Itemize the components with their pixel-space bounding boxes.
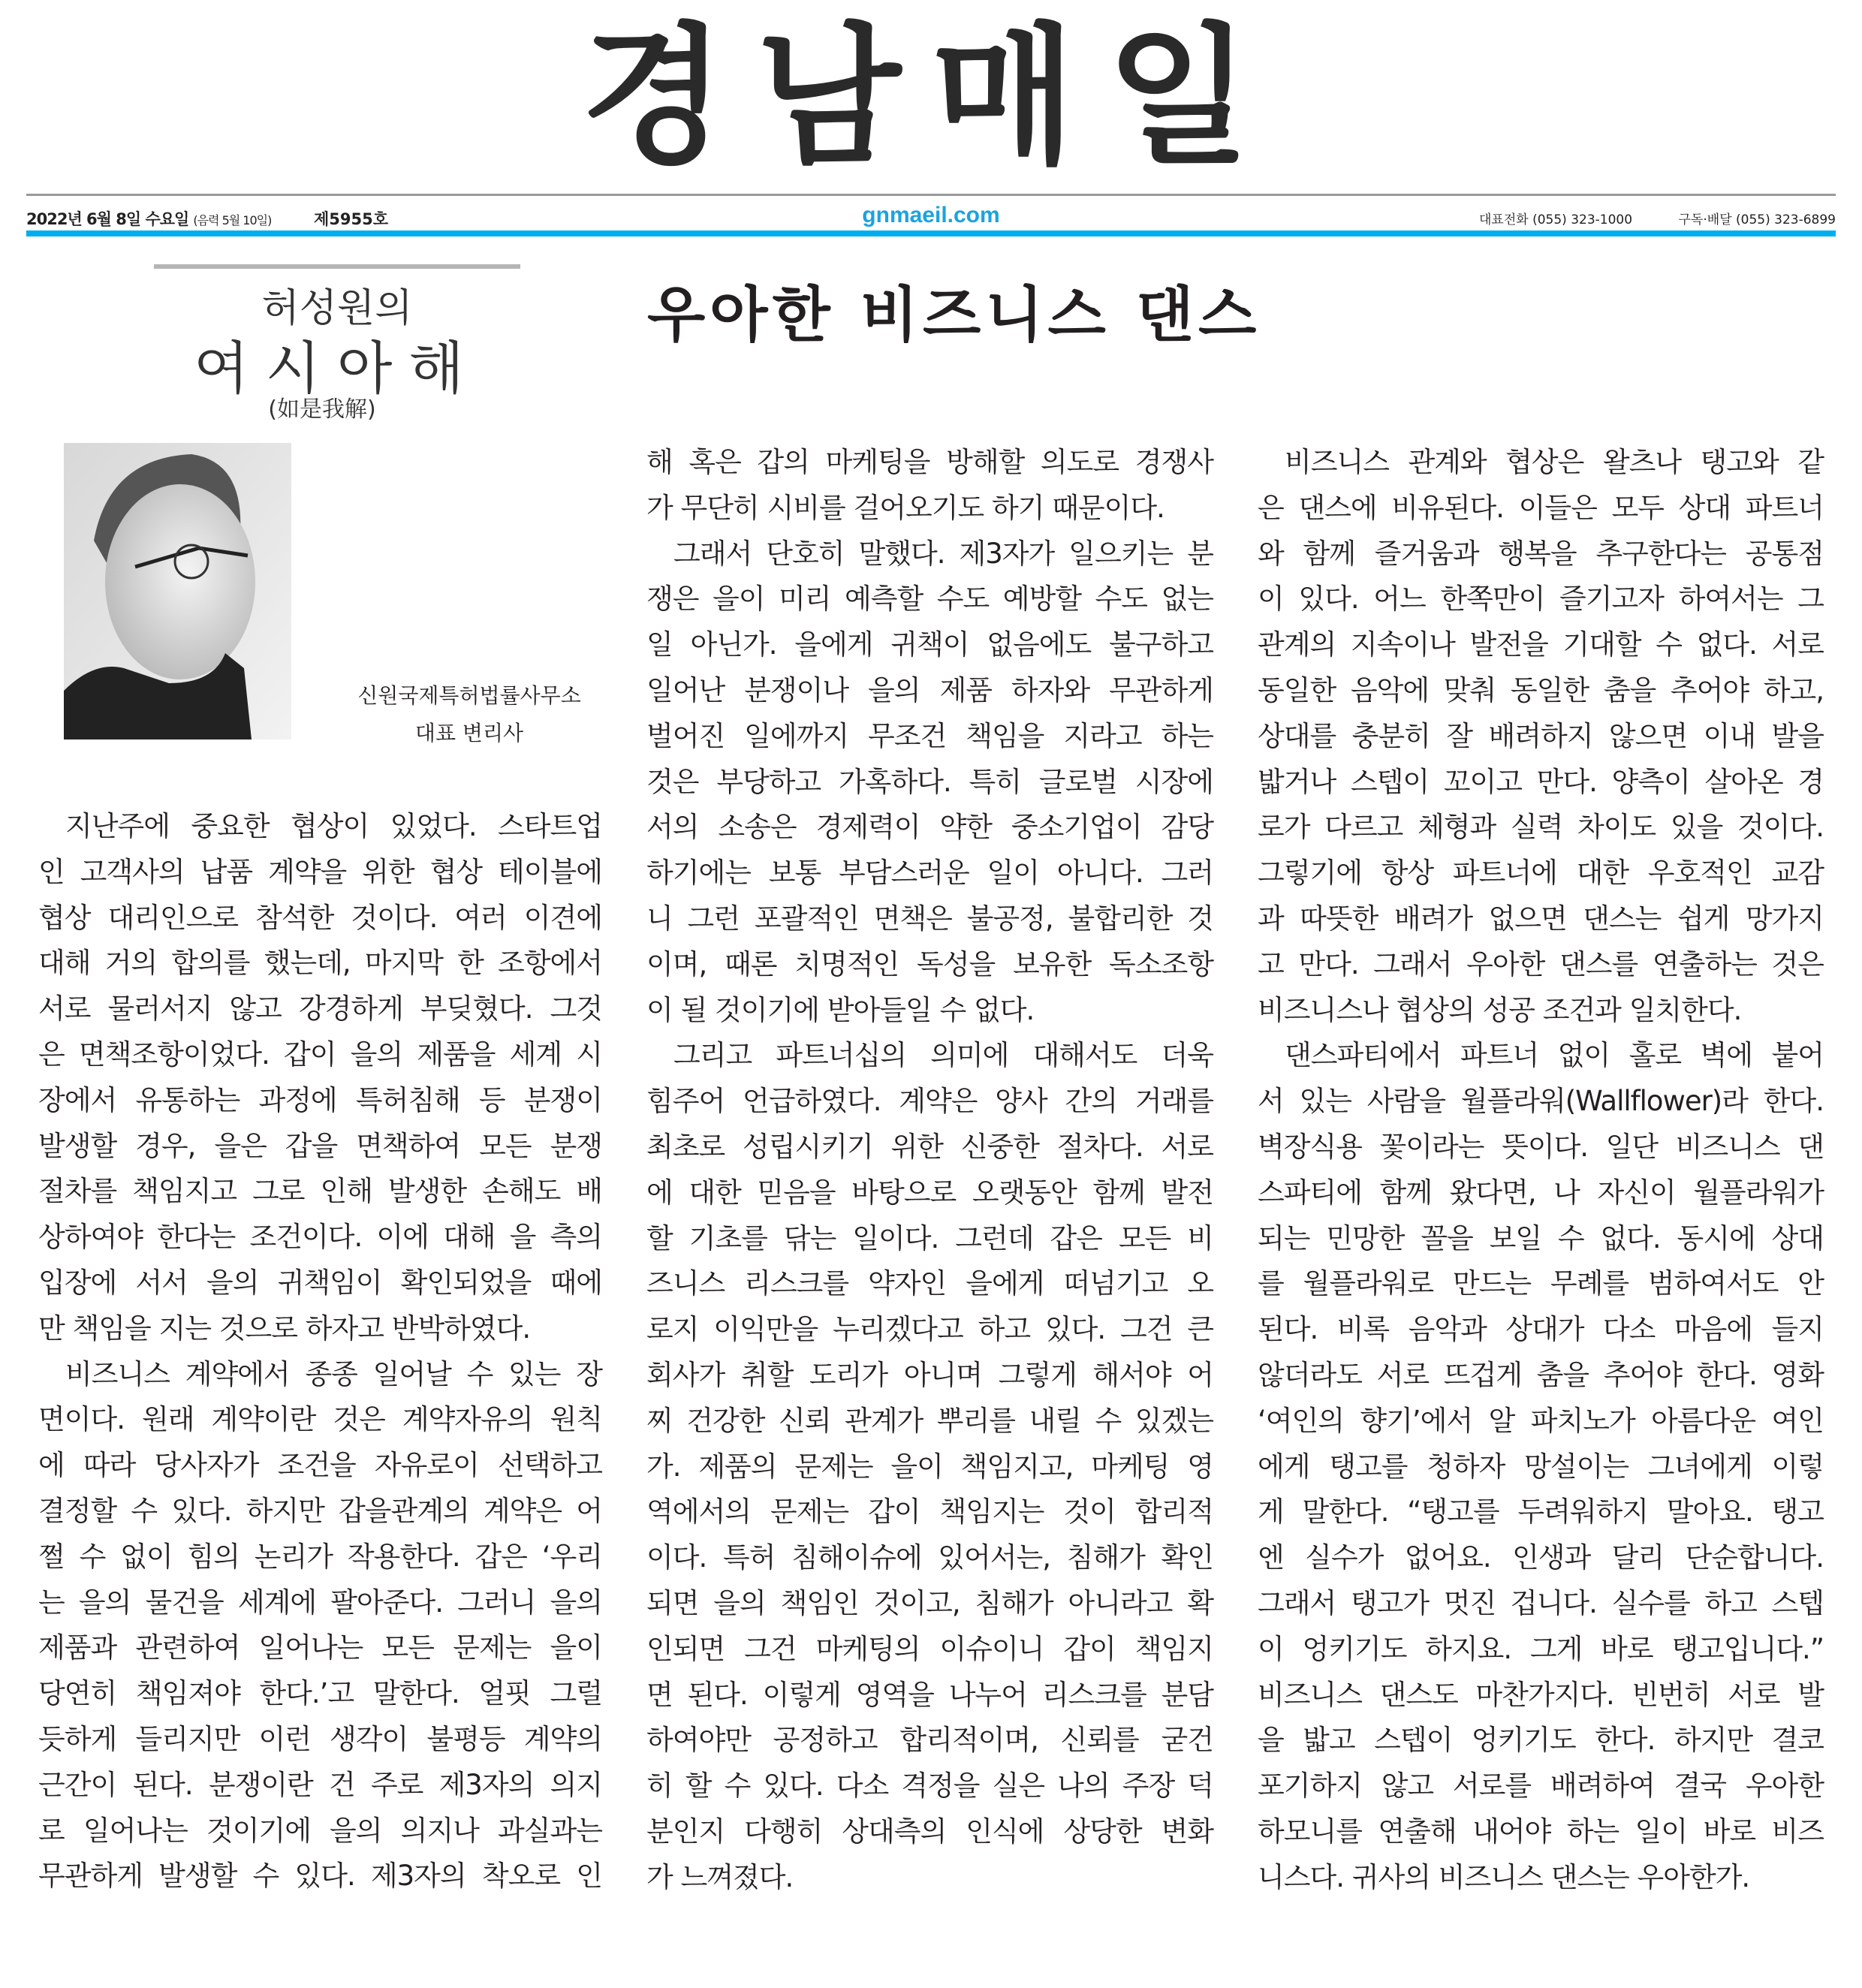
- article-text-line: 대해 거의 합의를 했는데, 마지막 한 조항에서: [38, 947, 602, 980]
- article-text-line: 그리고 파트너십의 의미에 대해서도 더욱: [673, 1039, 1213, 1072]
- article-text-line: 상하여야 한다는 조건이다. 이에 대해 을 측의: [38, 1221, 602, 1254]
- article-text-line: 이 있다. 어느 한쪽만이 즐기고자 하여서는 그: [1258, 583, 1824, 616]
- lunar-date: (음력 5월 10일): [193, 213, 272, 227]
- article-column-2: [646, 440, 1213, 1901]
- article-text-line: 쩔 수 없이 힘의 논리가 작용한다. 갑은 ‘우리: [38, 1540, 602, 1573]
- article-text-line: 협상 대리인으로 참석한 것이다. 여러 이견에: [38, 901, 602, 934]
- article-text-line: 된다. 비록 음악과 상대가 다소 마음에 들지: [1258, 1313, 1824, 1346]
- article-text-line: 에 대한 믿음을 바탕으로 오랫동안 함께 발전: [646, 1176, 1213, 1209]
- article-text-line: 하모니를 연출해 내어야 하는 일이 바로 비즈: [1258, 1815, 1824, 1848]
- newspaper-logo: 경남매일: [580, 10, 1282, 185]
- article-text-line: 듯하게 들리지만 이런 생각이 불평등 계약의: [38, 1722, 602, 1755]
- article-text-line: 것은 부당하고 가혹하다. 특히 글로벌 시장에: [646, 765, 1213, 798]
- article-text-line: 할 기초를 닦는 일이다. 그런데 갑은 모든 비: [646, 1221, 1213, 1255]
- article-text-line: 이 엉키기도 하지요. 그게 바로 탱고입니다.”: [1258, 1632, 1824, 1665]
- article-text-line: 스파티에 함께 왔다면, 나 자신이 월플라워가: [1258, 1176, 1824, 1209]
- article-text-line: 히 할 수 있다. 다소 격정을 실은 나의 주장 덕: [646, 1770, 1213, 1803]
- article-text-line: 서로 물러서지 않고 강경하게 부딪혔다. 그것: [38, 992, 602, 1026]
- article-text-line: 발생할 경우, 을은 갑을 면책하여 모든 분쟁: [38, 1129, 602, 1162]
- article-text-line: 절차를 책임지고 그로 인해 발생한 손해도 배: [38, 1175, 602, 1208]
- article-text-line: 그래서 단호히 말했다. 제3자가 일으키는 분: [673, 537, 1213, 570]
- article-text-line: 최초로 성립시키기 위한 신중한 절차다. 서로: [646, 1130, 1213, 1163]
- article-text-line: 니스다. 귀사의 비즈니스 댄스는 우아한가.: [1258, 1860, 1750, 1893]
- masthead-divider: [26, 194, 1836, 196]
- article-text-line: 근간이 된다. 분쟁이란 건 주로 제3자의 의지: [38, 1768, 602, 1801]
- article-text-line: 회사가 취할 도리가 아니며 그렇게 해서야 어: [646, 1358, 1213, 1391]
- article-text-line: 입장에 서서 을의 귀책임이 확인되었을 때에: [38, 1266, 602, 1299]
- article-text-line: 면이다. 원래 계약이란 것은 계약자유의 원칙: [38, 1403, 602, 1436]
- article-text-line: 은 면책조항이었다. 갑이 을의 제품을 세계 시: [38, 1038, 602, 1071]
- article-text-line: 가. 제품의 문제는 을이 책임지고, 마케팅 영: [646, 1450, 1213, 1483]
- article-text-line: 상대를 충분히 잘 배려하지 않으면 이내 발을: [1258, 719, 1824, 752]
- article-text-line: 엔 실수가 없어요. 인생과 달리 단순합니다.: [1258, 1541, 1824, 1574]
- article-text-line: 지난주에 중요한 협상이 있었다. 스타트업: [65, 810, 602, 842]
- author-portrait-image: [64, 443, 291, 739]
- article-text-line: 이며, 때론 치명적인 독성을 보유한 독소조항: [646, 947, 1213, 980]
- article-text-line: 벌어진 일에까지 무조건 책임을 지라고 하는: [646, 719, 1213, 752]
- article-text-line: 그래서 탱고가 멋진 겁니다. 실수를 하고 스텝: [1258, 1586, 1824, 1619]
- masthead-info-bar: [26, 203, 1836, 230]
- article-text-line: 게 말한다. “탱고를 두려워하지 말아요. 탱고: [1258, 1496, 1824, 1529]
- article-text-line: 힘주어 언급하였다. 계약은 양사 간의 거래를: [646, 1085, 1213, 1118]
- article-text-line: 인되면 그건 마케팅의 이슈이니 갑이 책임지: [646, 1632, 1213, 1665]
- article-text-line: 를 월플라워로 만드는 무례를 범하여서도 안: [1258, 1267, 1824, 1300]
- article-text-line: 비즈니스 관계와 협상은 왈츠나 탱고와 같: [1285, 446, 1824, 478]
- delivery-phone: 구독·배달 (055) 323-6899: [1678, 212, 1836, 227]
- article-text-line: 무관하게 발생할 수 있다. 제3자의 착오로 인: [38, 1860, 602, 1893]
- article-text-line: 벽장식용 꽃이라는 뜻이다. 일단 비즈니스 댄: [1258, 1130, 1824, 1163]
- article-text-line: 밟거나 스텝이 꼬이고 만다. 양측이 살아온 경: [1258, 765, 1824, 798]
- article-text-line: 댄스파티에서 파트너 없이 홀로 벽에 붙어: [1285, 1039, 1824, 1072]
- article-text-line: 만 책임을 지는 것으로 하자고 반박하였다.: [38, 1312, 531, 1345]
- article-text-line: 비즈니스나 협상의 성공 조건과 일치한다.: [1258, 993, 1742, 1026]
- date-text: 2022년 6월 8일 수요일: [26, 210, 189, 228]
- author-affiliation: 신원국제특허법률사무소: [357, 683, 581, 708]
- article-text-line: 면 된다. 이렇게 영역을 나누어 리스크를 분담: [646, 1678, 1213, 1711]
- article-text-line: 로 일어나는 것이기에 을의 의지나 과실과는: [38, 1814, 602, 1847]
- article-text-line: 로가 다르고 체형과 실력 차이도 있을 것이다.: [1258, 811, 1824, 844]
- article-title: 우아한 비즈니스 댄스: [647, 279, 1261, 350]
- article-text-line: 이다. 특허 침해이슈에 있어서는, 침해가 확인: [646, 1541, 1213, 1574]
- article-text-line: 되면 을의 책임인 것이고, 침해가 아니라고 확: [646, 1586, 1213, 1619]
- article-text-line: 하기에는 보통 부담스러운 일이 아니다. 그러: [646, 857, 1213, 890]
- article-text-line: 가 느껴졌다.: [646, 1860, 794, 1893]
- article-text-line: 즈니스 리스크를 약자인 을에게 떠넘기고 오: [646, 1267, 1213, 1300]
- issue-number: 제5955호: [314, 210, 389, 228]
- article-text-line: 가 무단히 시비를 걸어오기도 하기 때문이다.: [646, 491, 1165, 524]
- article-text-line: 서의 소송은 경제력이 약한 중소기업이 감당: [646, 811, 1213, 844]
- article-text-line: 이 될 것이기에 받아들일 수 없다.: [646, 993, 1035, 1026]
- masthead-accent-bar: [26, 230, 1836, 236]
- series-hanja: (如是我解): [268, 396, 376, 423]
- article-text-line: 결정할 수 있다. 하지만 갑을관계의 계약은 어: [38, 1494, 602, 1527]
- article-text-line: 찌 건강한 신뢰 관계가 뿌리를 내릴 수 있겠는: [646, 1404, 1213, 1437]
- article-text-line: 하여야만 공정하고 합리적이며, 신뢰를 굳건: [646, 1724, 1213, 1757]
- article-text-line: 장에서 유통하는 과정에 특허침해 등 분쟁이: [38, 1083, 602, 1116]
- article-text-line: 되는 민망한 꼴을 보일 수 없다. 동시에 상대: [1258, 1221, 1824, 1255]
- article-text-line: 비즈니스 계약에서 종종 일어날 수 있는 장: [65, 1357, 602, 1390]
- article-text-line: 쟁은 을이 미리 예측할 수도 예방할 수도 없는: [646, 583, 1213, 616]
- article-text-line: ‘여인의 향기’에서 알 파치노가 아름다운 여인: [1258, 1404, 1824, 1437]
- article-text-line: 관계의 지속이나 발전을 기대할 수 없다. 서로: [1258, 628, 1824, 661]
- article-text-line: 인 고객사의 납품 계약을 위한 협상 테이블에: [38, 855, 602, 888]
- article-text-line: 니 그런 포괄적인 면책은 불공정, 불합리한 것: [646, 902, 1213, 935]
- article-text-line: 포기하지 않고 서로를 배려하여 결국 우아한: [1258, 1770, 1824, 1803]
- article-text-line: 을 밟고 스텝이 엉키기도 한다. 하지만 결코: [1258, 1724, 1824, 1757]
- article-text-line: 동일한 음악에 맞춰 동일한 춤을 추어야 하고,: [1258, 673, 1824, 706]
- article-text-line: 는 을의 물건을 세계에 팔아준다. 그러니 을의: [38, 1586, 602, 1619]
- article-column-1: [38, 804, 602, 1899]
- article-text-line: 일 아닌가. 을에게 귀책이 없음에도 불구하고: [646, 628, 1213, 661]
- article-text-line: 에 따라 당사자가 조건을 자유로이 선택하고: [38, 1449, 602, 1482]
- article-text-line: 분인지 다행히 상대측의 인식에 상당한 변화: [646, 1815, 1213, 1848]
- article-text-line: 일어난 분쟁이나 을의 제품 하자와 무관하게: [646, 673, 1213, 706]
- series-name: 여시아해: [194, 335, 481, 402]
- article-text-line: 당연히 책임져야 한다.’고 말한다. 얼핏 그럴: [38, 1677, 602, 1710]
- article-text-line: 로지 이익만을 누리겠다고 하고 있다. 그건 큰: [646, 1313, 1213, 1346]
- article-column-3: [1258, 440, 1824, 1901]
- article-text-line: 과 따뜻한 배려가 없으면 댄스는 쉽게 망가지: [1258, 902, 1824, 935]
- article-text-line: 에게 탱고를 청하자 망설이는 그녀에게 이렇: [1258, 1450, 1824, 1483]
- article-text-line: 은 댄스에 비유된다. 이들은 모두 상대 파트너: [1258, 491, 1824, 524]
- author-position: 대표 변리사: [414, 721, 524, 746]
- article-text-line: 서 있는 사람을 월플라워(Wallflower)라 한다.: [1258, 1085, 1824, 1118]
- column-header-rule: [154, 264, 520, 269]
- article-text-line: 않더라도 서로 뜨겁게 춤을 추어야 한다. 영화: [1258, 1358, 1824, 1391]
- article-text-line: 역에서의 문제는 갑이 책임지는 것이 합리적: [646, 1496, 1213, 1529]
- series-author: 허성원의: [261, 286, 413, 331]
- article-text-line: 고 만다. 그래서 우아한 댄스를 연출하는 것은: [1258, 947, 1824, 980]
- main-phone: 대표전화 (055) 323-1000: [1479, 212, 1633, 227]
- article-text-line: 그렇기에 항상 파트너에 대한 우호적인 교감: [1258, 857, 1824, 890]
- article-text-line: 비즈니스 댄스도 마찬가지다. 빈번히 서로 발: [1258, 1678, 1824, 1711]
- author-photo: [64, 443, 291, 739]
- article-text-line: 와 함께 즐거움과 행복을 추구한다는 공통점: [1258, 537, 1824, 570]
- article-text-line: 해 혹은 갑의 마케팅을 방해할 의도로 경쟁사: [646, 446, 1213, 478]
- website-link[interactable]: gnmaeil.com: [862, 203, 1000, 227]
- article-text-line: 제품과 관련하여 일어나는 모든 문제는 을이: [38, 1631, 602, 1664]
